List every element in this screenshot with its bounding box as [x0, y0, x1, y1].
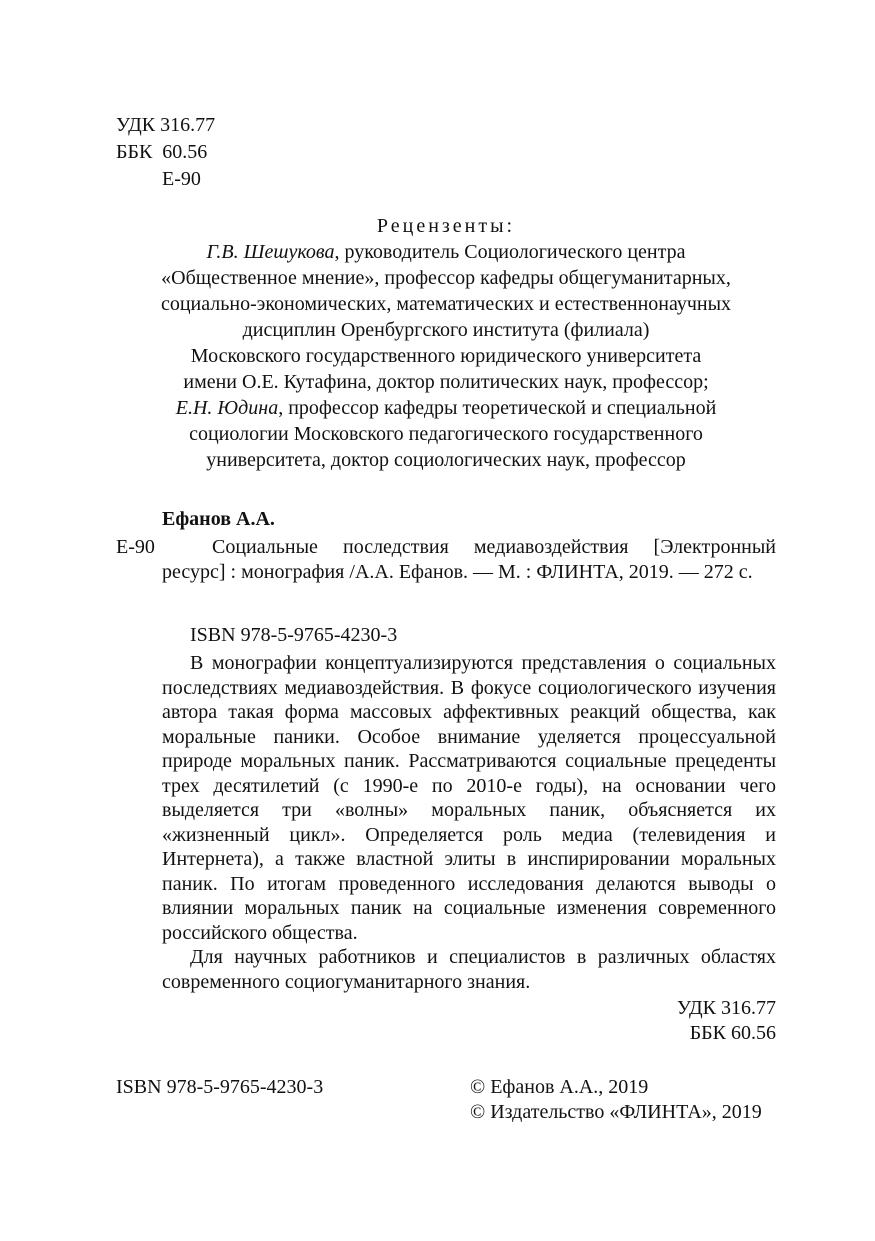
bbk-code: ББК 60.56	[116, 141, 208, 163]
reviewer-2-name: Е.Н. Юдина	[175, 397, 279, 419]
copyright-publisher: © Издательство «ФЛИНТА», 2019	[470, 1101, 762, 1123]
reviewer-2-line: , профессор кафедры теоретической и специальной	[278, 397, 717, 419]
reviewer-2-line: социологии Московского педагогического государственного	[189, 423, 703, 445]
reviewer-1-line: социально-экономических, математических и естественнонаучных	[160, 293, 732, 315]
audience-text: Для научных работников и специалистов в различных областях современного социогуманитарного знания.	[162, 946, 776, 993]
abstract-block	[162, 651, 776, 1045]
reviewer-1-line: имени О.Е. Кутафина, доктор политических наук, профессор;	[183, 371, 709, 393]
record-author-text: Ефанов А.А.	[162, 508, 275, 530]
reviewer-2-line: университета, доктор социологических наук, профессор	[206, 449, 686, 471]
footer-isbn: ISBN 978-5-9765-4230-3	[116, 1076, 324, 1098]
reviewers-title: Рецензенты:	[376, 215, 516, 237]
reviewer-1-line: «Общественное мнение», профессор кафедры общегуманитарных,	[161, 267, 731, 289]
reviewer-1-line: Московского государственного юридического университета	[190, 345, 702, 367]
reviewer-1-line: , руководитель Социологического центра	[334, 241, 686, 263]
udk-code: УДК 316.77	[116, 114, 216, 136]
record-bbk: ББК 60.56	[689, 1021, 776, 1044]
record-author	[162, 506, 275, 532]
reviewer-1-line: дисциплин Оренбургского института (филиала)	[242, 319, 650, 341]
record-mark: Е-90	[116, 536, 155, 558]
reviewers-block	[116, 213, 776, 473]
record-title: Социальные последствия медиавоздействия [Электронный ресурс] : монография /А.А. Ефанов. — М. : ФЛИНТА, 2019. — 272 с.	[162, 536, 776, 583]
record-isbn: ISBN 978-5-9765-4230-3	[190, 624, 398, 646]
copyright-author: © Ефанов А.А., 2019	[470, 1076, 649, 1098]
record-udk: УДК 316.77	[676, 997, 776, 1019]
record-title-block	[162, 535, 776, 584]
author-mark: Е-90	[162, 168, 201, 190]
abstract-text: В монографии концептуализируются представления о социальных последствиях медиавоздействия. В фокусе социологического изучения автора такая форма массовых аффективных реакций общества, как моральные паники. Особое внимание уделяется процессуальной природе моральных паник. Рассматриваются социальные прецеденты трех десятилетий (с 1990-е по 2010-е годы), на основании чего выделяется три «волны» моральных паник, объясняется их «жизненный цикл». Определяется роль медиа (телевидения и Интернета), а также властной элиты в инспирировании моральных паник. По итогам проведенного исследования делаются выводы о влиянии моральных паник на социальные изменения современного российского общества.	[162, 652, 776, 944]
reviewer-1-name: Г.В. Шешукова	[206, 241, 335, 263]
